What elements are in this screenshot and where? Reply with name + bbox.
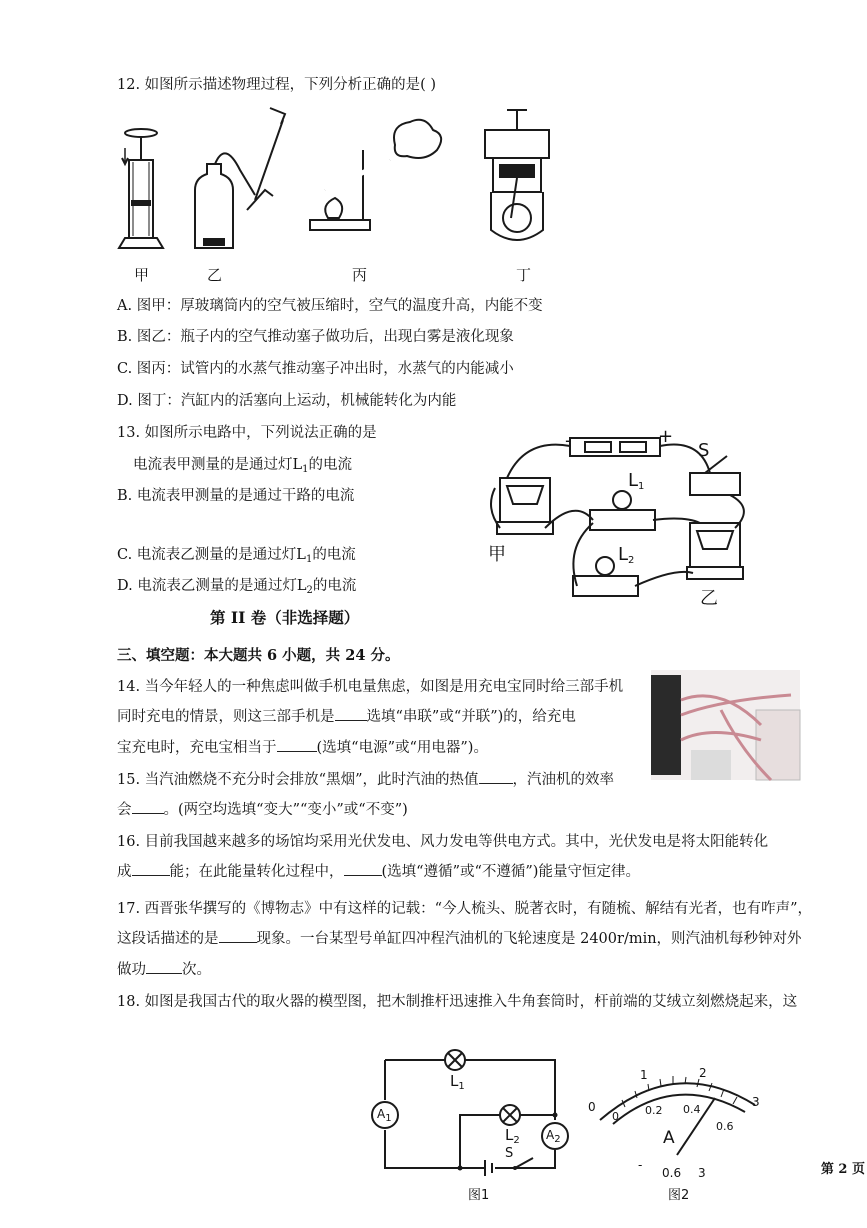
q14-charging-photo bbox=[651, 670, 800, 780]
fig1-lamp1-label: $L_1$ bbox=[450, 1072, 465, 1092]
q12-option-a: A. 图甲：厚玻璃筒内的空气被压缩时，空气的温度升高，内能不变 bbox=[117, 298, 543, 314]
q15-line1: 15. 当汽油燃烧不充分时会排放“黑烟”，此时汽油的热值 ，汽油机的效率 bbox=[117, 772, 614, 788]
section3-title: 三、填空题：本大题共 6 小题，共 24 分。 bbox=[117, 647, 400, 664]
fig2-bottom-scale-0: 0 bbox=[612, 1110, 619, 1123]
q13-option-b: B. 电流表甲测量的是通过干路的电流 bbox=[117, 488, 355, 504]
engine-cylinder-figure bbox=[485, 110, 549, 240]
fig2-bottom-scale-2: 0.4 bbox=[683, 1103, 701, 1116]
bottle-pump-figure bbox=[195, 108, 285, 248]
q14-line3: 宝充电时，充电宝相当于 (选填“电源”或“用电器”)。 bbox=[117, 740, 488, 756]
test-tube-heating-figure bbox=[310, 120, 441, 230]
q16-line2: 成 能；在此能量转化过程中， (选填“遵循”或“不遵循”)能量守恒定律。 bbox=[117, 864, 640, 880]
fig2-terminal-minus: - bbox=[638, 1158, 643, 1172]
fig2-bottom-scale-1: 0.2 bbox=[645, 1104, 663, 1117]
q13-option-d: D. 电流表乙测量的是通过灯$L_2$的电流 bbox=[117, 578, 357, 596]
fig1-lamp2-label: $L_2$ bbox=[505, 1126, 520, 1146]
q12-option-b: B. 图乙：瓶子内的空气推动塞子做功后，出现白雾是液化现象 bbox=[117, 329, 514, 345]
q16-line1: 16. 目前我国越来越多的场馆均采用光伏发电、风力发电等供电方式。其中，光伏发电是将太阳能转化 bbox=[117, 834, 769, 850]
q12-fig-label-yi: 乙 bbox=[207, 266, 223, 284]
q12-stem: 12. 如图所示描述物理过程，下列分析正确的是( ) bbox=[117, 77, 437, 93]
q13-meter-yi-label: 乙 bbox=[700, 588, 718, 609]
q12-option-c: C. 图丙：试管内的水蒸气推动塞子冲出时，水蒸气的内能减小 bbox=[117, 361, 514, 377]
fig2-unit-label: A bbox=[663, 1128, 675, 1148]
q12-fig-label-ding: 丁 bbox=[516, 266, 532, 284]
page-number: 第 2 页 bbox=[820, 1162, 865, 1177]
q13-lamp1-label: $L_1$ bbox=[628, 470, 645, 492]
fig2-top-scale-3: 3 bbox=[752, 1095, 760, 1109]
fig2-terminal-3: 3 bbox=[698, 1166, 706, 1180]
q14-line2: 同时充电的情景，则这三部手机是 选填“串联”或“并联”)的，给充电 bbox=[117, 709, 576, 725]
fig1-switch-label: S bbox=[505, 1146, 514, 1161]
q13-circuit-figure bbox=[485, 428, 765, 608]
fig1-meter2-label: $A_2$ bbox=[546, 1128, 561, 1145]
q12-fig-label-bing: 丙 bbox=[352, 266, 368, 284]
q13-stem: 13. 如图所示电路中，下列说法正确的是 bbox=[117, 425, 377, 441]
fig2-bottom-scale-3: 0.6 bbox=[716, 1120, 734, 1133]
q12-fig-label-jia: 甲 bbox=[134, 266, 150, 284]
q13-battery-minus: - bbox=[565, 430, 572, 451]
fig2-top-scale-2: 2 bbox=[699, 1066, 707, 1080]
q13-option-a: 电流表甲测量的是通过灯$L_1$的电流 bbox=[133, 457, 353, 475]
q13-switch-label: S bbox=[698, 440, 710, 461]
fig2-terminal-06: 0.6 bbox=[662, 1166, 682, 1180]
q13-battery-plus: + bbox=[658, 426, 674, 447]
fig1-meter1-label: $A_1$ bbox=[377, 1107, 392, 1124]
q13-lamp2-label: $L_2$ bbox=[618, 544, 635, 566]
fig2-caption: 图2 bbox=[668, 1188, 690, 1203]
q12-option-d: D. 图丁：汽缸内的活塞向上运动，机械能转化为内能 bbox=[117, 393, 457, 409]
q17-line1: 17. 西晋张华撰写的《博物志》中有这样的记载：“今人梳头、脱著衣时，有随梳、解结有光者，也有咋声”， bbox=[117, 901, 812, 917]
fig2-top-scale-1: 1 bbox=[640, 1068, 648, 1082]
q18-line1: 18. 如图是我国古代的取火器的模型图，把木制推杆迅速推入牛角套筒时，杆前端的艾绒立刻燃烧起来，这 bbox=[117, 994, 798, 1010]
q17-line2: 这段话描述的是 现象。一台某型号单缸四冲程汽油机的飞轮速度是 2400r/min，则汽油机每秒钟对外 bbox=[117, 931, 802, 947]
q13-meter-jia-label: 甲 bbox=[488, 544, 506, 565]
fig1-circuit bbox=[365, 1040, 575, 1180]
section2-title: 第 II 卷（非选择题） bbox=[210, 608, 360, 627]
compression-cylinder-figure bbox=[119, 129, 163, 248]
q13-option-c: C. 电流表乙测量的是通过灯$L_1$的电流 bbox=[117, 547, 356, 565]
q12-figures bbox=[115, 100, 575, 260]
fig1-caption: 图1 bbox=[468, 1188, 490, 1203]
fig2-top-scale-0: 0 bbox=[588, 1100, 596, 1114]
q14-line1: 14. 当今年轻人的一种焦虑叫做手机电量焦虑，如图是用充电宝同时给三部手机 bbox=[117, 679, 624, 695]
q17-line3: 做功 次。 bbox=[117, 962, 211, 978]
q15-line2: 会 。(两空均选填“变大”“变小”或“不变”) bbox=[117, 802, 408, 818]
